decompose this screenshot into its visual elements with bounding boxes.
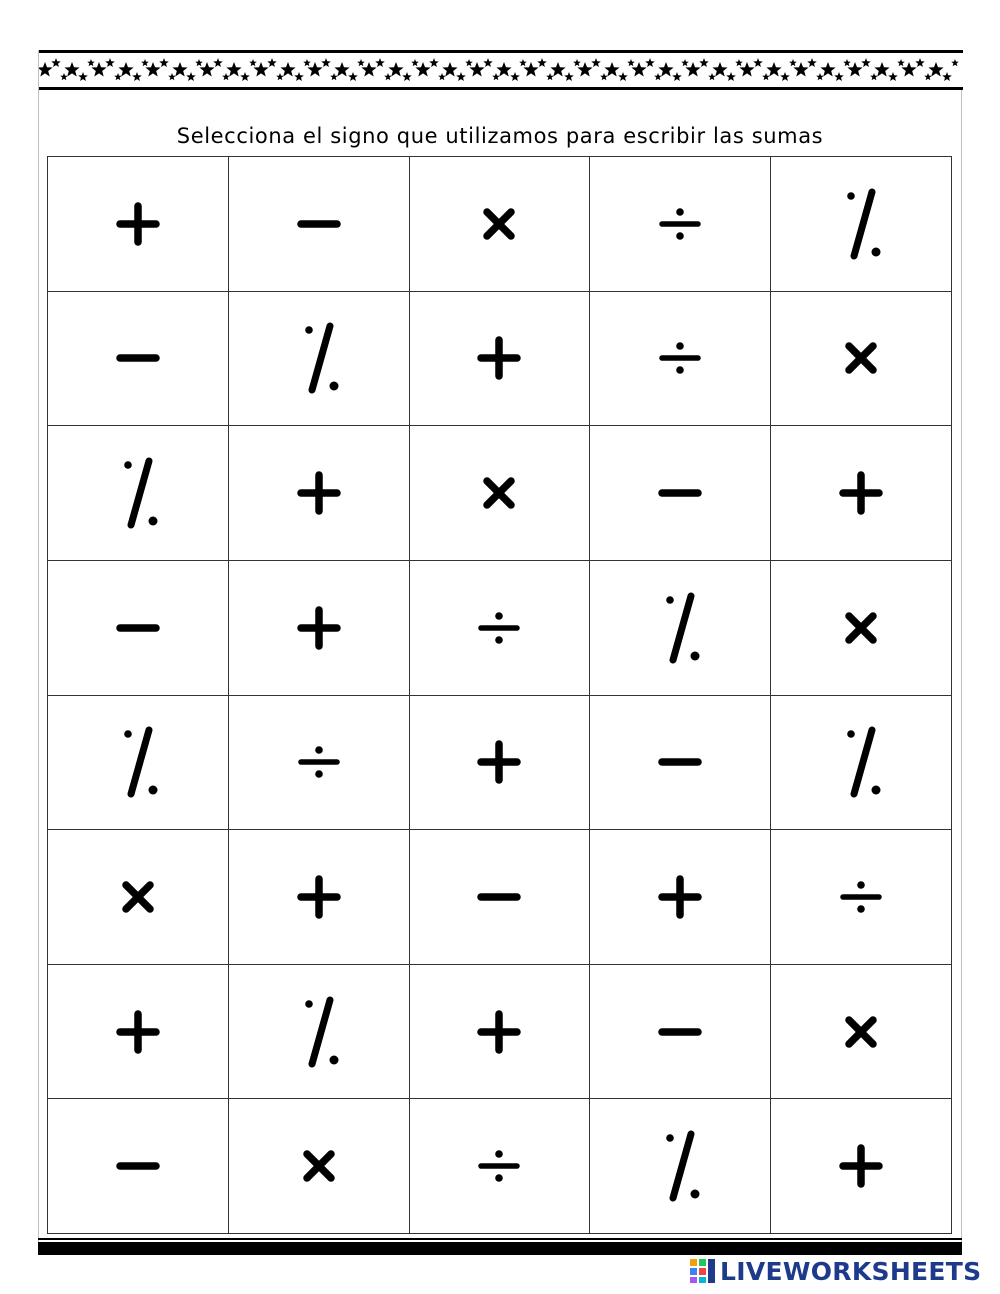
divide-sign-icon (831, 857, 891, 937)
divide-sign-icon (469, 1126, 529, 1206)
grid-cell-2-1[interactable] (48, 292, 229, 427)
grid-cell-4-1[interactable] (48, 561, 229, 696)
plus-sign-icon (108, 992, 168, 1072)
minus-sign-icon (650, 722, 710, 802)
divide-sign-icon (650, 184, 710, 264)
plus-sign-icon (108, 184, 168, 264)
grid-cell-8-5[interactable] (771, 1099, 952, 1234)
minus-sign-icon (650, 453, 710, 533)
percent-sign-icon (108, 453, 168, 533)
percent-sign-icon (289, 992, 349, 1072)
times-sign-icon (831, 588, 891, 668)
plus-sign-icon (469, 992, 529, 1072)
plus-sign-icon (289, 453, 349, 533)
grid-cell-5-2[interactable] (229, 696, 410, 831)
minus-sign-icon (108, 588, 168, 668)
times-sign-icon (831, 992, 891, 1072)
minus-sign-icon (289, 184, 349, 264)
grid-cell-3-4[interactable] (590, 426, 771, 561)
grid-cell-7-2[interactable] (229, 965, 410, 1100)
grid-cell-1-2[interactable] (229, 157, 410, 292)
plus-sign-icon (650, 857, 710, 937)
grid-cell-8-2[interactable] (229, 1099, 410, 1234)
grid-cell-2-4[interactable] (590, 292, 771, 427)
grid-cell-4-2[interactable] (229, 561, 410, 696)
grid-cell-8-4[interactable] (590, 1099, 771, 1234)
divide-sign-icon (469, 588, 529, 668)
liveworksheets-logo-icon (690, 1259, 716, 1283)
grid-cell-8-3[interactable] (410, 1099, 591, 1234)
grid-cell-3-3[interactable] (410, 426, 591, 561)
divide-sign-icon (289, 722, 349, 802)
times-sign-icon (831, 318, 891, 398)
bottom-rule (38, 1238, 962, 1240)
grid-cell-3-2[interactable] (229, 426, 410, 561)
grid-cell-6-3[interactable] (410, 830, 591, 965)
grid-cell-6-5[interactable] (771, 830, 952, 965)
plus-sign-icon (289, 588, 349, 668)
grid-cell-6-4[interactable] (590, 830, 771, 965)
times-sign-icon (469, 184, 529, 264)
percent-sign-icon (831, 184, 891, 264)
grid-cell-6-2[interactable] (229, 830, 410, 965)
times-sign-icon (469, 453, 529, 533)
percent-sign-icon (289, 318, 349, 398)
plus-sign-icon (469, 722, 529, 802)
grid-cell-2-2[interactable] (229, 292, 410, 427)
grid-cell-7-5[interactable] (771, 965, 952, 1100)
grid-cell-4-5[interactable] (771, 561, 952, 696)
symbol-grid (47, 156, 952, 1234)
percent-sign-icon (108, 722, 168, 802)
percent-sign-icon (831, 722, 891, 802)
plus-sign-icon (831, 453, 891, 533)
percent-sign-icon (650, 588, 710, 668)
grid-cell-3-5[interactable] (771, 426, 952, 561)
grid-cell-6-1[interactable] (48, 830, 229, 965)
grid-cell-7-1[interactable] (48, 965, 229, 1100)
grid-cell-5-1[interactable] (48, 696, 229, 831)
grid-cell-8-1[interactable] (48, 1099, 229, 1234)
divide-sign-icon (650, 318, 710, 398)
times-sign-icon (289, 1126, 349, 1206)
grid-cell-5-3[interactable] (410, 696, 591, 831)
grid-cell-7-3[interactable] (410, 965, 591, 1100)
bottom-bar (38, 1242, 962, 1255)
grid-cell-2-5[interactable] (771, 292, 952, 427)
grid-cell-1-5[interactable] (771, 157, 952, 292)
plus-sign-icon (831, 1126, 891, 1206)
percent-sign-icon (650, 1126, 710, 1206)
liveworksheets-brand[interactable] (690, 1256, 981, 1286)
grid-cell-5-4[interactable] (590, 696, 771, 831)
grid-cell-1-1[interactable] (48, 157, 229, 292)
minus-sign-icon (650, 992, 710, 1072)
minus-sign-icon (108, 1126, 168, 1206)
grid-cell-5-5[interactable] (771, 696, 952, 831)
times-sign-icon (108, 857, 168, 937)
plus-sign-icon (469, 318, 529, 398)
grid-cell-1-3[interactable] (410, 157, 591, 292)
brand-name: LIVEWORKSHEETS (720, 1256, 982, 1286)
minus-sign-icon (108, 318, 168, 398)
grid-cell-2-3[interactable] (410, 292, 591, 427)
minus-sign-icon (469, 857, 529, 937)
plus-sign-icon (289, 857, 349, 937)
grid-cell-1-4[interactable] (590, 157, 771, 292)
grid-cell-4-4[interactable] (590, 561, 771, 696)
grid-cell-4-3[interactable] (410, 561, 591, 696)
instruction-text: Selecciona el signo que utilizamos para escribir las sumas (176, 124, 824, 148)
star-border-icon (39, 50, 963, 90)
grid-cell-7-4[interactable] (590, 965, 771, 1100)
grid-cell-3-1[interactable] (48, 426, 229, 561)
